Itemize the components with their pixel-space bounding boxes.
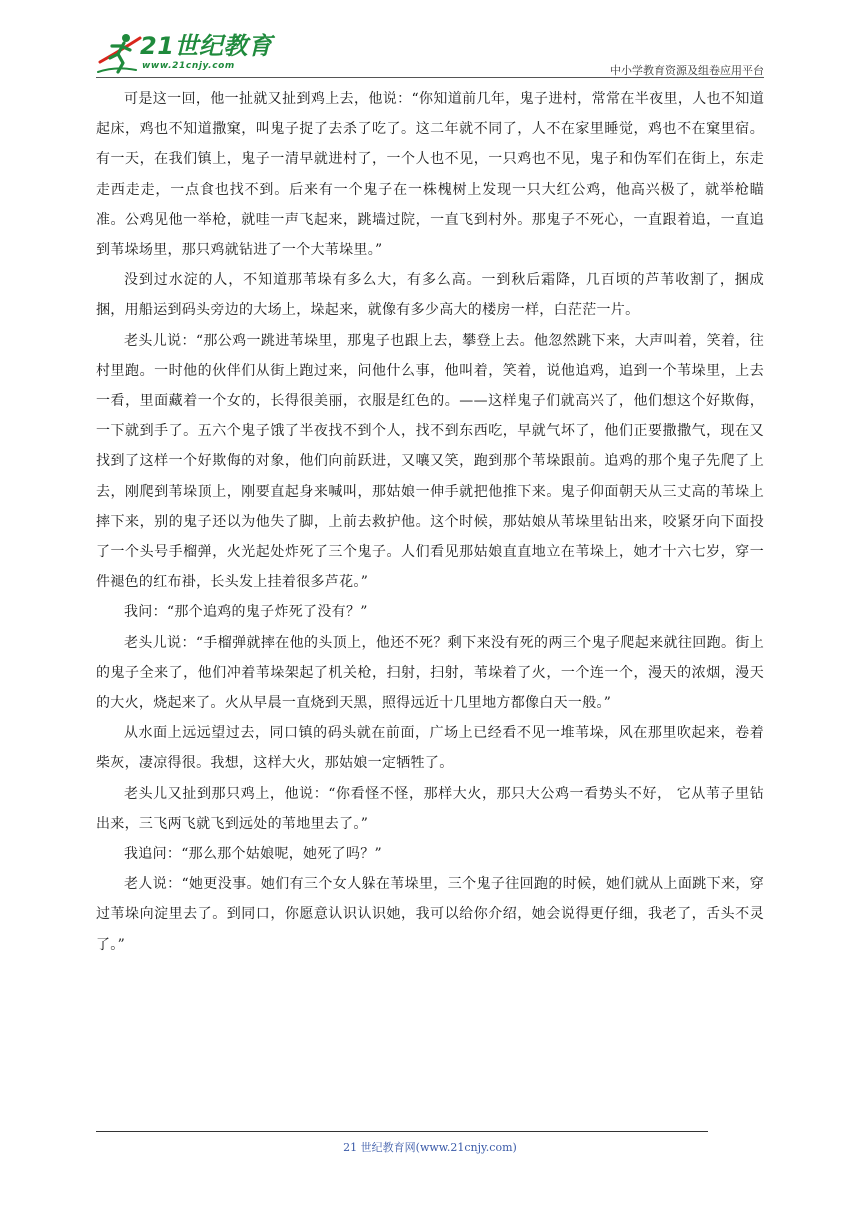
paragraph-8: 我追问：“那么那个姑娘呢，她死了吗？”	[124, 846, 383, 863]
paragraph-2: 没到过水淀的人，不知道那苇垛有多么大，有多么高。一到秋后霜降，几百顷的芦苇收割了，捆成捆，用船运到码头旁边的大场上，垛起来，就像有多少高大的楼房一样，白茫茫一片。	[96, 272, 764, 319]
paragraph-3: 老头儿说：“那公鸡一跳进苇垛里，那鬼子也跟上去，攀登上去。他忽然跳下来，大声叫着，笑着，往村里跑。一时他的伙伴们从街上跑过来，问他什么事，他叫着，笑着，说他追鸡，追到一个苇垛里，上去一看，里面藏着一个女的，长得很美丽，衣服是红色的。——这样鬼子们就高兴了，他们想这个好欺侮，一下就到手了。五六个鬼子饿了半夜找不到个人，找不到东西吃，早就气坏了，他们正要撒撒气，现在又找到了这样一个好欺侮的对象，他们向前跃进，又嚷又笑，跑到那个苇垛跟前。追鸡的那个鬼子先爬了上去，刚爬到苇垛顶上，刚要直起身来喊叫，那姑娘一伸手就把他推下来。鬼子仰面朝天从三丈高的苇垛上摔下来，别的鬼子还以为他失了脚，上前去救护他。这个时候，那姑娘从苇垛里钻出来，咬紧牙向下面投了一个头号手榴弹，火光起处炸死了三个鬼子。人们看见那姑娘直直地立在苇垛上，她才十六七岁，穿一件褪色的红布褂，长头发上挂着很多芦花。”	[96, 332, 764, 591]
footer-divider	[96, 1131, 708, 1132]
paragraph-4: 我问：“那个追鸡的鬼子炸死了没有？”	[124, 604, 368, 621]
paragraph-1: 可是这一回，他一扯就又扯到鸡上去，他说：“你知道前几年，鬼子进村，常常在半夜里，人也不知道起床，鸡也不知道撒窠，叫鬼子捉了去杀了吃了。这二年就不同了，人不在家里睡觉，鸡也不在窠里宿。有一天，在我们镇上，鬼子一清早就进村了，一个人也不见，一只鸡也不见，鬼子和伪军们在街上，东走走西走走，一点食也找不到。后来有一个鬼子在一株槐树上发现一只大红公鸡，他高兴极了，就举枪瞄准。公鸡见他一举枪，就哇一声飞起来，跳墙过院，一直飞到村外。那鬼子不死心，一直跟着追，一直追到苇垛场里，那只鸡就钻进了一个大苇垛里。”	[96, 91, 764, 259]
platform-name: 中小学教育资源及组卷应用平台	[610, 64, 764, 77]
paragraph-7: 老头儿又扯到那只鸡上，他说：“你看怪不怪，那样大火，那只大公鸡一看势头不好， 它从苇子里钻出来，三飞两飞就飞到远处的苇地里去了。”	[96, 785, 764, 832]
running-figure-logo-icon	[96, 32, 142, 76]
footer-link[interactable]: 21 世纪教育网(www.21cnjy.com)	[343, 1141, 517, 1154]
logo-text: 21世纪教育	[140, 32, 273, 60]
article-body	[96, 84, 764, 960]
site-logo[interactable]	[96, 32, 273, 76]
page-header	[96, 28, 764, 78]
paragraph-5: 老头儿说：“手榴弹就摔在他的头顶上，他还不死？剩下来没有死的两三个鬼子爬起来就往回跑。街上的鬼子全来了，他们冲着苇垛架起了机关枪，扫射，扫射，苇垛着了火，一个连一个，漫天的浓烟，漫天的大火，烧起来了。火从早晨一直烧到天黑，照得远近十几里地方都像白天一般。”	[96, 634, 764, 712]
logo-url: www.21cnjy.com	[142, 61, 235, 71]
header-divider	[96, 77, 764, 78]
paragraph-6: 从水面上远远望过去，同口镇的码头就在前面，广场上已经看不见一堆苇垛，风在那里吹起来，卷着柴灰，凄凉得很。我想，这样大火，那姑娘一定牺牲了。	[96, 725, 764, 772]
paragraph-9: 老人说：“她更没事。她们有三个女人躲在苇垛里，三个鬼子往回跑的时候，她们就从上面跳下来，穿过苇垛向淀里去了。到同口，你愿意认识认识她，我可以给你介绍，她会说得更仔细，我老了，舌头不灵了。”	[96, 876, 764, 953]
